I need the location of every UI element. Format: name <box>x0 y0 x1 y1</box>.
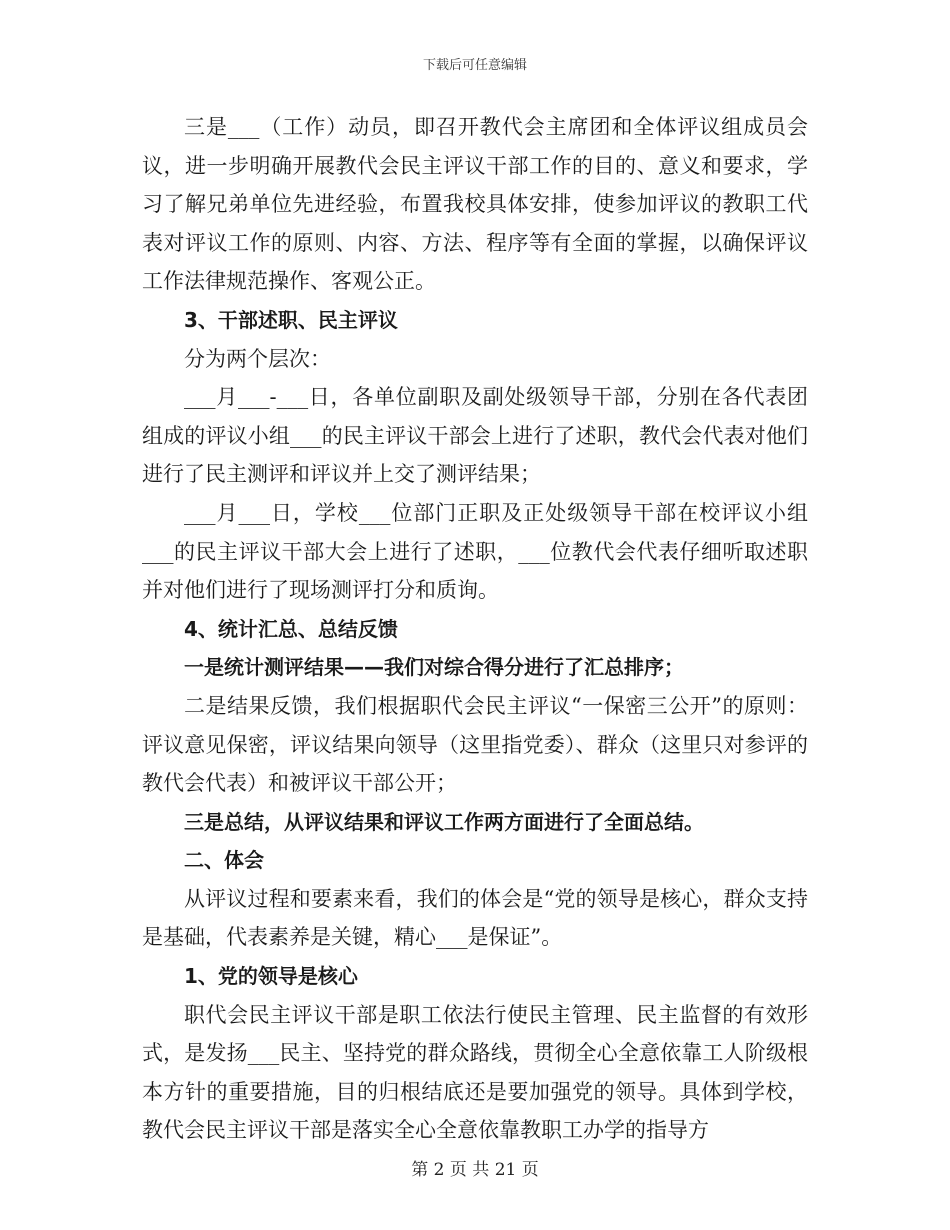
bold-paragraph-1: 一是统计测评结果——我们对综合得分进行了汇总排序； <box>184 655 684 680</box>
paragraph-2: 分为两个层次： <box>184 346 331 371</box>
document-body <box>142 108 808 1150</box>
section-heading-3: 3、干部述职、民主评议 <box>184 307 398 332</box>
paragraph-4: ___月___日，学校___位部门正职及正处级领导干部在校评议小组___的民主评议干部大会上进行了述职，___位教代会代表仔细听取述职并对他们进行了现场测评打分和质询。 <box>142 500 808 603</box>
paragraph-6: 从评议过程和要素来看，我们的体会是“党的领导是核心，群众支持是基础，代表素养是关键，精心___是保证”。 <box>142 886 808 950</box>
chapter-heading: 二、体会 <box>184 848 264 873</box>
section-heading-1: 1、党的领导是核心 <box>184 964 358 989</box>
paragraph-1: 三是___（工作）动员，即召开教代会主席团和全体评议组成员会议，进一步明确开展教代会民主评议干部工作的目的、意义和要求，学习了解兄弟单位先进经验，布置我校具体安排，使参加评议的教职工代表对评议工作的原则、内容、方法、程序等有全面的掌握，以确保评议工作法律规范操作、客观公正。 <box>142 115 808 294</box>
paragraph-5: 二是结果反馈，我们根据职代会民主评议“一保密三公开”的原则：评议意见保密，评议结果向领导（这里指党委）、群众（这里只对参评的教代会代表）和被评议干部公开； <box>142 693 808 796</box>
page-number: 第 2 页 共 21 页 <box>411 1160 539 1180</box>
paragraph-7: 职代会民主评议干部是职工依法行使民主管理、民主监督的有效形式，是发扬___民主、坚持党的群众路线，贯彻全心全意依靠工人阶级根本方针的重要措施，目的归根结底还是要加强党的领导。具体到学校，教代会民主评议干部是落实全心全意依靠教职工办学的指导方 <box>142 1002 808 1143</box>
paragraph-3: ___月___-___日，各单位副职及副处级领导干部，分别在各代表团组成的评议小组___的民主评议干部会上进行了述职，教代会代表对他们进行了民主测评和评议并上交了测评结果； <box>142 385 808 487</box>
bold-paragraph-2: 三是总结，从评议结果和评议工作两方面进行了全面总结。 <box>184 809 704 834</box>
page-header: 下载后可任意编辑 <box>422 58 527 73</box>
section-heading-4: 4、统计汇总、总结反馈 <box>184 616 398 641</box>
